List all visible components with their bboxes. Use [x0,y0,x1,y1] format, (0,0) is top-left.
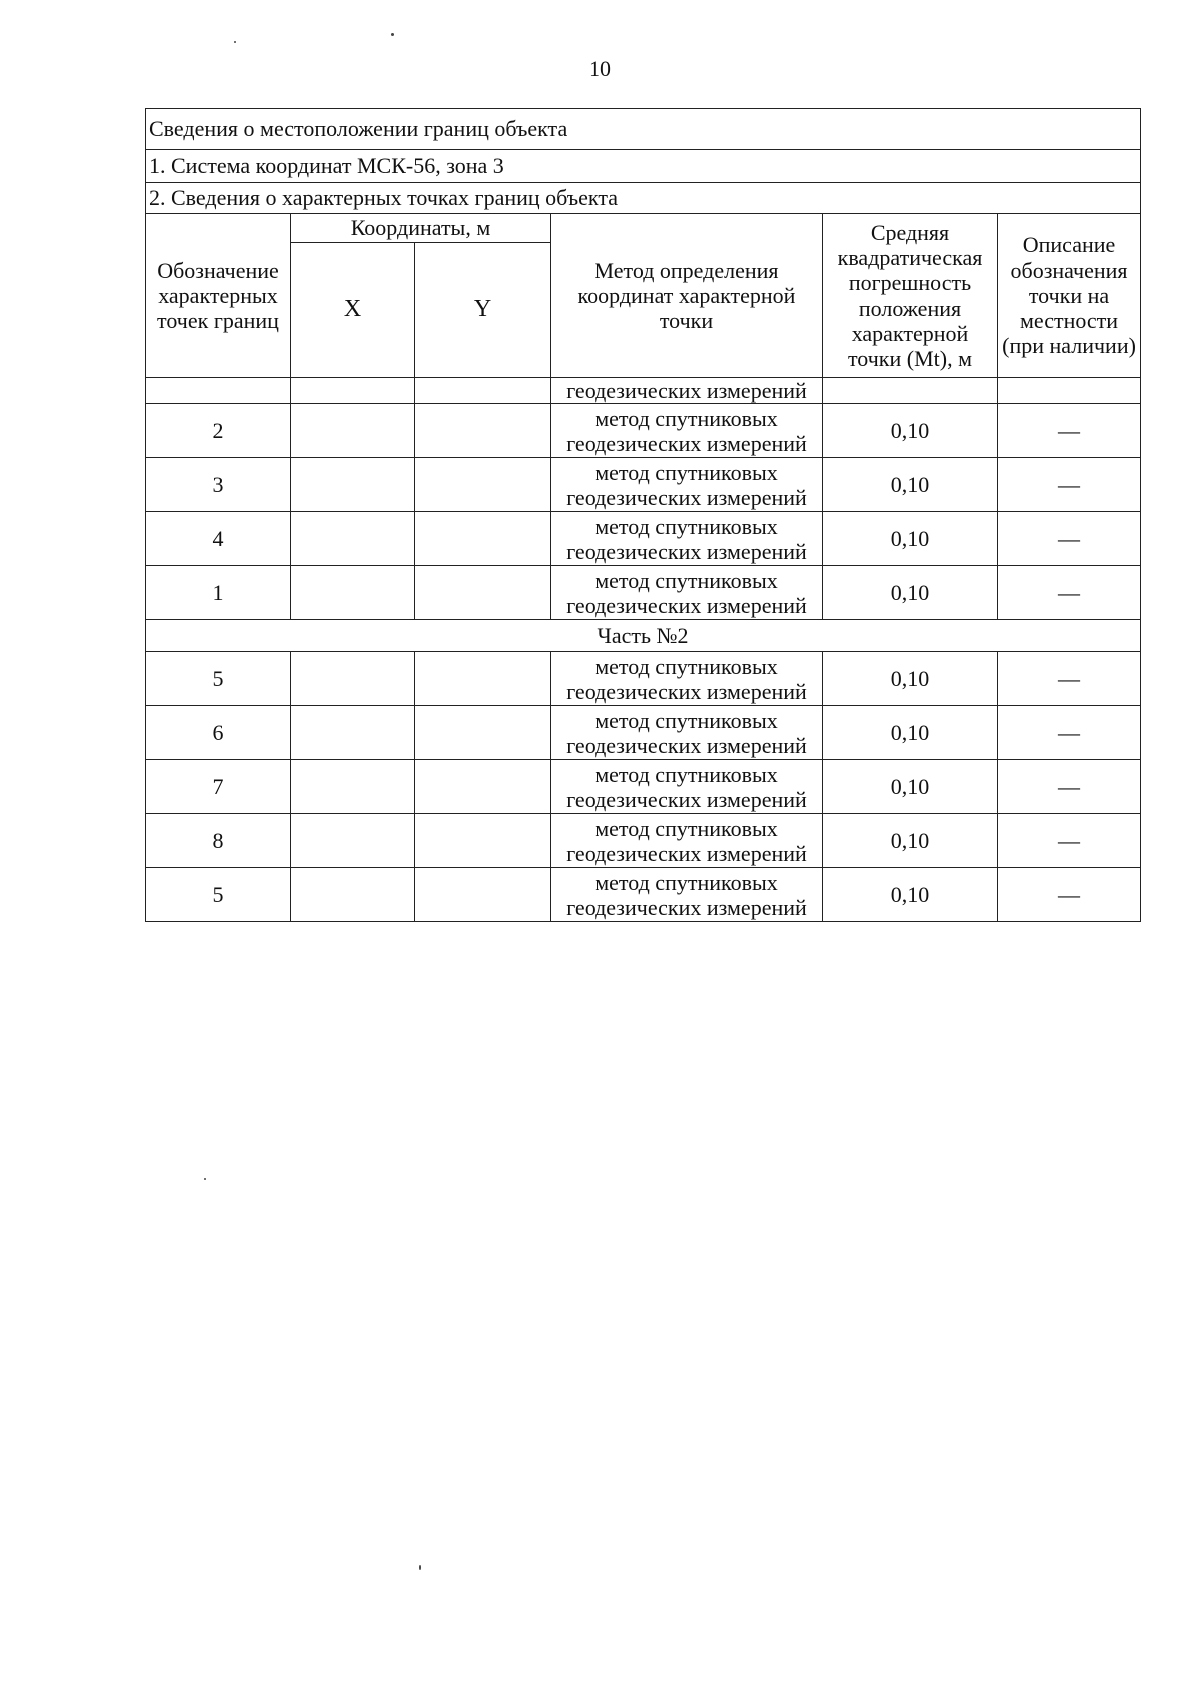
description-value: — [998,512,1141,566]
point-number: 2 [146,404,291,458]
method-cell [551,404,823,458]
method-cell [551,814,823,868]
point-number: 5 [146,652,291,706]
coord-x [291,814,415,868]
coord-y [415,512,551,566]
accuracy-value: 0,10 [823,512,998,566]
table-row [146,652,1141,706]
coord-y [415,760,551,814]
point-number: 4 [146,512,291,566]
coord-system-row [146,150,1141,183]
continuation-row [146,378,1141,404]
table-row [146,404,1141,458]
header-y: Y [415,243,551,378]
scan-speck [234,41,236,43]
continuation-method: геодезических измерений [551,378,823,404]
table-row [146,868,1141,922]
coord-x [291,652,415,706]
table-row [146,458,1141,512]
table-row [146,566,1141,620]
point-number: 1 [146,566,291,620]
accuracy-value: 0,10 [823,760,998,814]
method-cell [551,652,823,706]
coord-x [291,404,415,458]
part2-row [146,620,1141,652]
method-line1: метод спутниковых [595,707,778,733]
method-cell [551,458,823,512]
part2-label: Часть №2 [146,620,1141,652]
method-line2: геодезических измерений [566,786,807,812]
method-cell [551,760,823,814]
accuracy-value: 0,10 [823,868,998,922]
page-number: 10 [589,56,611,81]
table-row [146,760,1141,814]
method-line1: метод спутниковых [595,459,778,485]
description-value: — [998,566,1141,620]
accuracy-value: 0,10 [823,814,998,868]
coord-y [415,814,551,868]
header-description: Описание обозначения точки на местности (при наличии) [998,214,1141,378]
points-title-row [146,183,1141,214]
accuracy-value: 0,10 [823,652,998,706]
method-cell [551,512,823,566]
description-value: — [998,706,1141,760]
method-line1: метод спутниковых [595,405,778,431]
coord-x [291,512,415,566]
description-value: — [998,760,1141,814]
coord-x [291,868,415,922]
accuracy-value: 0,10 [823,404,998,458]
method-cell [551,566,823,620]
point-number: 8 [146,814,291,868]
point-number: 6 [146,706,291,760]
method-line2: геодезических измерений [566,732,807,758]
description-value: — [998,868,1141,922]
header-point-designation: Обозначение характерных точек границ [146,214,291,378]
method-line1: метод спутниковых [595,653,778,679]
scan-speck [391,33,394,36]
header-accuracy: Средняя квадратическая погрешность положения характерной точки (Mt), м [823,214,998,378]
coord-x [291,458,415,512]
coord-y [415,458,551,512]
accuracy-value: 0,10 [823,706,998,760]
boundary-points-table [145,108,1141,922]
method-line2: геодезических измерений [566,484,807,510]
description-value: — [998,458,1141,512]
method-line2: геодезических измерений [566,678,807,704]
table-row [146,706,1141,760]
method-line1: метод спутниковых [595,815,778,841]
point-number: 7 [146,760,291,814]
description-value: — [998,404,1141,458]
points-title: 2. Сведения о характерных точках границ объекта [146,183,1141,214]
header-x: X [291,243,415,378]
point-number: 3 [146,458,291,512]
coord-y [415,566,551,620]
method-line2: геодезических измерений [566,430,807,456]
coord-y [415,706,551,760]
description-value: — [998,652,1141,706]
method-cell [551,706,823,760]
table-row [146,512,1141,566]
coord-y [415,404,551,458]
coord-x [291,566,415,620]
method-cell [551,868,823,922]
header-row [146,214,1141,243]
method-line2: геодезических измерений [566,894,807,920]
method-line1: метод спутниковых [595,513,778,539]
method-line2: геодезических измерений [566,592,807,618]
accuracy-value: 0,10 [823,566,998,620]
coord-y [415,868,551,922]
method-line1: метод спутниковых [595,567,778,593]
coord-system: 1. Система координат МСК-56, зона 3 [146,150,1141,183]
method-line1: метод спутниковых [595,869,778,895]
table-title-row [146,109,1141,150]
point-number: 5 [146,868,291,922]
method-line1: метод спутниковых [595,761,778,787]
coord-y [415,652,551,706]
table-title: Сведения о местоположении границ объекта [146,109,1141,150]
coord-x [291,760,415,814]
header-coordinates: Координаты, м [291,214,551,243]
header-method: Метод определения координат характерной точки [551,214,823,378]
method-line2: геодезических измерений [566,840,807,866]
table-row [146,814,1141,868]
accuracy-value: 0,10 [823,458,998,512]
scan-speck [419,1565,421,1570]
description-value: — [998,814,1141,868]
coord-x [291,706,415,760]
scan-speck [204,1178,206,1180]
method-line2: геодезических измерений [566,538,807,564]
